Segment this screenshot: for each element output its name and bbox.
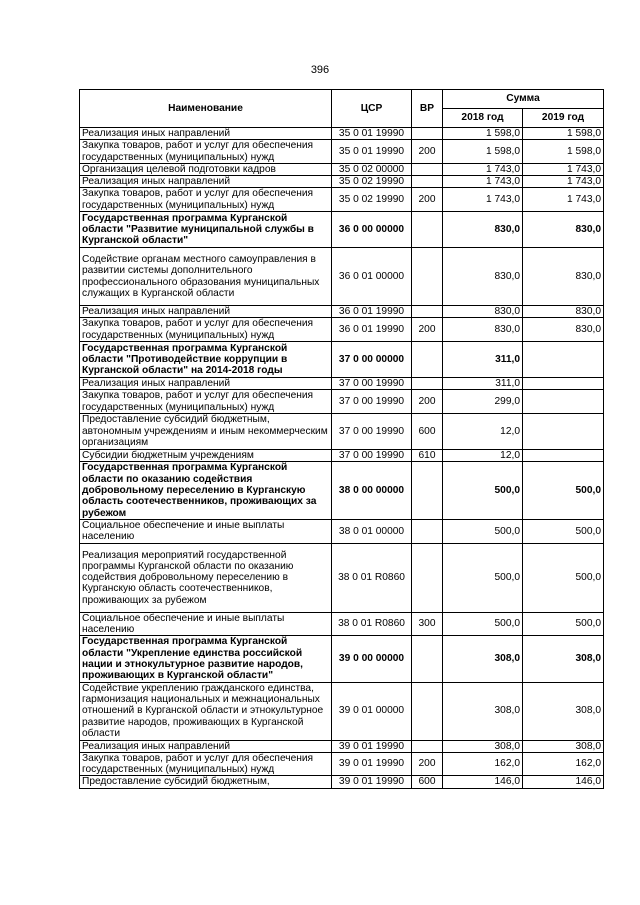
row-name: Государственная программа Курганской области по оказанию содействия добровольному переселению в Курганскую область соотечественников, проживающих за рубежом	[80, 462, 332, 520]
table-row	[80, 140, 604, 164]
row-csr: 39 0 01 19990	[332, 740, 412, 752]
row-sum-2019: 162,0	[523, 752, 604, 776]
row-sum-2019: 500,0	[523, 612, 604, 636]
row-sum-2018: 311,0	[443, 377, 523, 389]
table-row	[80, 128, 604, 140]
row-csr: 39 0 01 19990	[332, 752, 412, 776]
row-name: Предоставление субсидий бюджетным,	[80, 776, 332, 788]
row-vr: 600	[412, 776, 443, 788]
row-sum-2019: 1 743,0	[523, 163, 604, 175]
row-vr	[412, 682, 443, 740]
table-row	[80, 318, 604, 342]
row-sum-2018: 311,0	[443, 341, 523, 377]
row-csr: 37 0 00 19990	[332, 449, 412, 461]
row-name: Реализация иных направлений	[80, 128, 332, 140]
row-sum-2018: 12,0	[443, 413, 523, 449]
row-name: Социальное обеспечение и иные выплаты населению	[80, 520, 332, 544]
row-name: Государственная программа Курганской области "Укрепление единства российской нации и этнокультурное развитие народов, проживающих в Курганской области"	[80, 636, 332, 682]
row-name: Закупка товаров, работ и услуг для обеспечения государственных (муниципальных) нужд	[80, 752, 332, 776]
table-body	[80, 128, 604, 789]
row-name: Реализация иных направлений	[80, 740, 332, 752]
row-sum-2019: 830,0	[523, 248, 604, 306]
row-sum-2019: 830,0	[523, 306, 604, 318]
row-sum-2019: 146,0	[523, 776, 604, 788]
row-name: Субсидии бюджетным учреждениям	[80, 449, 332, 461]
row-sum-2019: 1 598,0	[523, 140, 604, 164]
row-vr	[412, 462, 443, 520]
row-sum-2019: 1 743,0	[523, 188, 604, 212]
table-row	[80, 188, 604, 212]
row-sum-2018: 500,0	[443, 543, 523, 612]
row-csr: 36 0 01 19990	[332, 318, 412, 342]
row-vr: 610	[412, 449, 443, 461]
row-sum-2018: 146,0	[443, 776, 523, 788]
table-row	[80, 212, 604, 248]
row-sum-2019: 830,0	[523, 318, 604, 342]
row-csr: 37 0 00 00000	[332, 341, 412, 377]
row-csr: 35 0 02 19990	[332, 176, 412, 188]
row-name: Содействие органам местного самоуправления в развитии системы дополнительного профессионального образования муниципальных служащих в Курганской области	[80, 248, 332, 306]
table-row	[80, 752, 604, 776]
row-csr: 37 0 00 19990	[332, 390, 412, 414]
row-sum-2019: 500,0	[523, 543, 604, 612]
table-row	[80, 520, 604, 544]
row-vr	[412, 520, 443, 544]
table-row	[80, 248, 604, 306]
table-row	[80, 163, 604, 175]
row-sum-2019	[523, 390, 604, 414]
row-name: Закупка товаров, работ и услуг для обеспечения государственных (муниципальных) нужд	[80, 188, 332, 212]
row-csr: 37 0 00 19990	[332, 413, 412, 449]
row-sum-2018: 830,0	[443, 306, 523, 318]
table-row	[80, 390, 604, 414]
row-vr	[412, 163, 443, 175]
row-sum-2019	[523, 449, 604, 461]
table-row	[80, 776, 604, 788]
header-vr: ВР	[412, 90, 443, 128]
row-csr: 35 0 02 00000	[332, 163, 412, 175]
row-csr: 35 0 01 19990	[332, 128, 412, 140]
row-vr	[412, 341, 443, 377]
row-vr	[412, 636, 443, 682]
row-sum-2019: 308,0	[523, 636, 604, 682]
table-header	[80, 90, 604, 128]
row-vr	[412, 543, 443, 612]
row-name: Государственная программа Курганской области "Развитие муниципальной службы в Курганской области"	[80, 212, 332, 248]
row-sum-2018: 500,0	[443, 520, 523, 544]
row-sum-2019: 830,0	[523, 212, 604, 248]
row-name: Реализация иных направлений	[80, 176, 332, 188]
row-name: Закупка товаров, работ и услуг для обеспечения государственных (муниципальных) нужд	[80, 140, 332, 164]
row-vr: 300	[412, 612, 443, 636]
row-sum-2018: 500,0	[443, 462, 523, 520]
row-csr: 39 0 01 19990	[332, 776, 412, 788]
row-vr: 200	[412, 390, 443, 414]
table-row	[80, 682, 604, 740]
table-row	[80, 176, 604, 188]
row-sum-2018: 830,0	[443, 212, 523, 248]
row-sum-2019: 500,0	[523, 462, 604, 520]
row-name: Социальное обеспечение и иные выплаты населению	[80, 612, 332, 636]
row-name: Реализация иных направлений	[80, 306, 332, 318]
table-row	[80, 306, 604, 318]
row-sum-2019	[523, 413, 604, 449]
row-sum-2018: 1 598,0	[443, 140, 523, 164]
row-csr: 36 0 01 00000	[332, 248, 412, 306]
row-vr: 200	[412, 140, 443, 164]
row-vr	[412, 176, 443, 188]
row-csr: 38 0 01 R0860	[332, 612, 412, 636]
row-sum-2019	[523, 377, 604, 389]
row-csr: 38 0 01 R0860	[332, 543, 412, 612]
row-sum-2018: 308,0	[443, 682, 523, 740]
table-row	[80, 740, 604, 752]
row-sum-2018: 830,0	[443, 248, 523, 306]
row-vr	[412, 212, 443, 248]
table-row	[80, 341, 604, 377]
table-row	[80, 449, 604, 461]
row-sum-2018: 1 598,0	[443, 128, 523, 140]
row-csr: 39 0 01 00000	[332, 682, 412, 740]
row-vr: 200	[412, 752, 443, 776]
header-sum: Сумма	[443, 90, 604, 109]
row-sum-2018: 1 743,0	[443, 176, 523, 188]
header-year-2018: 2018 год	[443, 109, 523, 128]
table-row	[80, 543, 604, 612]
row-sum-2019: 1 598,0	[523, 128, 604, 140]
row-sum-2018: 1 743,0	[443, 163, 523, 175]
row-sum-2019: 308,0	[523, 682, 604, 740]
table-row	[80, 636, 604, 682]
row-name: Предоставление субсидий бюджетным, автономным учреждениям и иным некоммерческим организациям	[80, 413, 332, 449]
row-sum-2018: 299,0	[443, 390, 523, 414]
row-vr	[412, 306, 443, 318]
row-sum-2019	[523, 341, 604, 377]
row-name: Организация целевой подготовки кадров	[80, 163, 332, 175]
row-vr	[412, 377, 443, 389]
row-csr: 36 0 01 19990	[332, 306, 412, 318]
table-row	[80, 462, 604, 520]
row-csr: 38 0 01 00000	[332, 520, 412, 544]
header-csr: ЦСР	[332, 90, 412, 128]
row-sum-2019: 308,0	[523, 740, 604, 752]
row-name: Содействие укреплению гражданского единства, гармонизация национальных и межнациональных отношений в Курганской области и этнокультурное развитие народов, проживающих в Курганской области	[80, 682, 332, 740]
row-vr: 600	[412, 413, 443, 449]
row-name: Реализация мероприятий государственной программы Курганской области по оказанию содействия добровольному переселению в Курганскую область соотечественников, проживающих за рубежом	[80, 543, 332, 612]
row-name: Закупка товаров, работ и услуг для обеспечения государственных (муниципальных) нужд	[80, 318, 332, 342]
row-vr	[412, 740, 443, 752]
row-sum-2019: 500,0	[523, 520, 604, 544]
row-sum-2018: 308,0	[443, 740, 523, 752]
row-csr: 39 0 00 00000	[332, 636, 412, 682]
row-csr: 37 0 00 19990	[332, 377, 412, 389]
header-name: Наименование	[80, 90, 332, 128]
row-vr	[412, 248, 443, 306]
row-sum-2018: 1 743,0	[443, 188, 523, 212]
row-csr: 38 0 00 00000	[332, 462, 412, 520]
row-csr: 35 0 01 19990	[332, 140, 412, 164]
row-sum-2018: 830,0	[443, 318, 523, 342]
row-vr: 200	[412, 318, 443, 342]
row-name: Государственная программа Курганской области "Противодействие коррупции в Курганской области" на 2014-2018 годы	[80, 341, 332, 377]
row-vr: 200	[412, 188, 443, 212]
table-row	[80, 377, 604, 389]
row-sum-2018: 12,0	[443, 449, 523, 461]
row-sum-2018: 162,0	[443, 752, 523, 776]
row-sum-2019: 1 743,0	[523, 176, 604, 188]
row-csr: 35 0 02 19990	[332, 188, 412, 212]
row-sum-2018: 500,0	[443, 612, 523, 636]
budget-table	[79, 89, 604, 789]
row-sum-2018: 308,0	[443, 636, 523, 682]
row-vr	[412, 128, 443, 140]
table-row	[80, 612, 604, 636]
row-csr: 36 0 00 00000	[332, 212, 412, 248]
row-name: Закупка товаров, работ и услуг для обеспечения государственных (муниципальных) нужд	[80, 390, 332, 414]
table-row	[80, 413, 604, 449]
header-year-2019: 2019 год	[523, 109, 604, 128]
page-number: 396	[310, 64, 330, 76]
row-name: Реализация иных направлений	[80, 377, 332, 389]
